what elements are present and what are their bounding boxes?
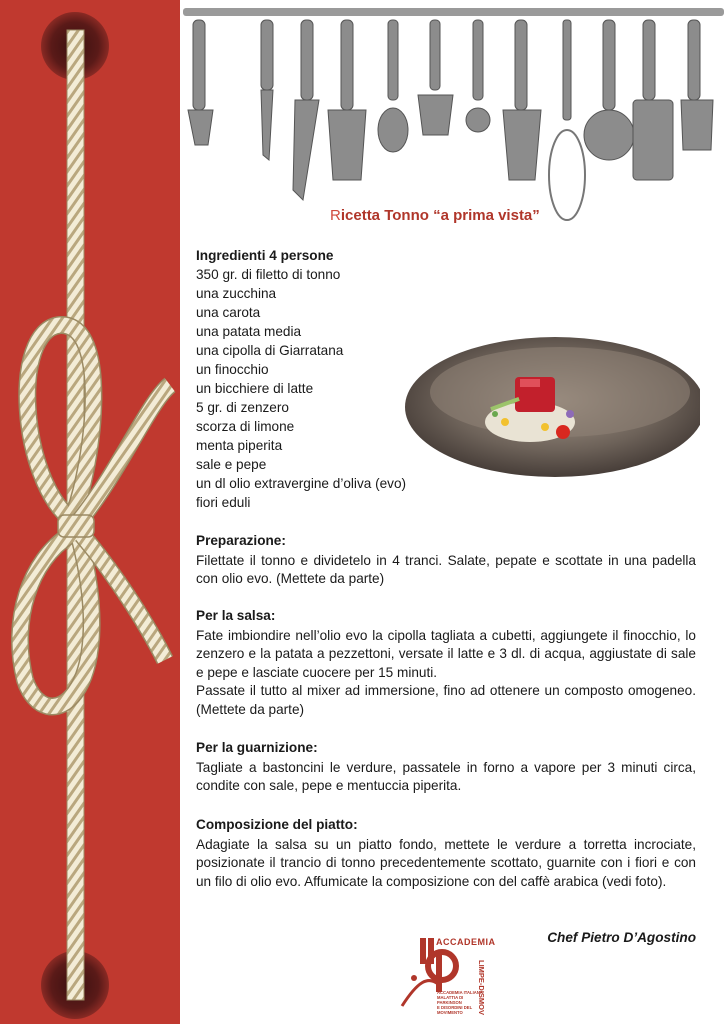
preparazione-heading: Preparazione:: [196, 533, 286, 548]
ingredient-item: una zucchina: [196, 286, 277, 301]
ingredient-item: fiori eduli: [196, 495, 251, 510]
guarnizione-text: Tagliate a bastoncini le verdure, passatele in forno a vapore per 3 minuti circa, condite con sale, pepe e mentuccia piperita.: [196, 759, 696, 794]
chef-signature: Chef Pietro D’Agostino: [547, 930, 696, 945]
logo-small-line: MALATTIA DI PARKINSON: [437, 995, 464, 1005]
logo-text-limpe: LIMPE-DISMOV: [477, 960, 486, 1016]
salsa-text-2: Passate il tutto al mixer ad immersione, fino ad ottenere un composto omogeneo. (Mettete da parte): [196, 683, 696, 717]
preparazione-text: Filettate il tonno e dividetelo in 4 tranci. Salate, pepate e scottate in una padella con olio evo. (Mettete da parte): [196, 552, 696, 587]
dish-photo: [395, 322, 700, 497]
composizione-heading: Composizione del piatto:: [196, 817, 358, 832]
logo-text-accademia: ACCADEMIA: [436, 937, 496, 947]
preparazione-section: [196, 532, 696, 589]
rope-knot-illustration: [0, 0, 180, 1024]
ingredient-item: una cipolla di Giarratana: [196, 343, 344, 358]
ingredient-item: un finocchio: [196, 362, 269, 377]
ingredient-item: un dl olio extravergine d’oliva (evo): [196, 476, 407, 491]
ingredients-heading: Ingredienti 4 persone: [196, 248, 334, 263]
salsa-section: [196, 607, 696, 720]
guarnizione-section: [196, 739, 696, 796]
title-rest: icetta Tonno “a prima vista”: [340, 207, 540, 224]
ingredient-item: 5 gr. di zenzero: [196, 400, 289, 415]
ingredient-item: 350 gr. di filetto di tonno: [196, 267, 341, 282]
kitchen-utensils-illustration: [183, 0, 724, 230]
salsa-text-1: Fate imbiondire nell’olio evo la cipolla tagliata a cubetti, aggiungete il finocchio, lo zenzero e la patata a pezzettoni, versate il latte e 3 dl. di acqua, aggiustate di sale e pepe e lasciate cuocere per 15 minuti.: [196, 627, 696, 680]
ingredient-item: una patata media: [196, 324, 302, 339]
logo-small-text: [437, 990, 489, 1015]
logo-small-line: E DISORDINI DEL MOVIMENTO: [437, 1005, 473, 1015]
ingredient-item: menta piperita: [196, 438, 283, 453]
ingredient-item: un bicchiere di latte: [196, 381, 314, 396]
ingredient-item: sale e pepe: [196, 457, 267, 472]
composizione-section: [196, 816, 696, 891]
guarnizione-heading: Per la guarnizione:: [196, 740, 318, 755]
composizione-text: Adagiate la salsa su un piatto fondo, mettete le verdure a torretta incrociate, posizionate il trancio di tonno precedentemente scottato, guarnite con i fiori e con un filo di olio evo. Affumicate la composizione con del caffè arabica (vedi foto).: [196, 836, 696, 889]
salsa-heading: Per la salsa:: [196, 608, 276, 623]
ingredient-item: una carota: [196, 305, 261, 320]
logo-small-line: ACCADEMIA ITALIANA: [437, 990, 483, 995]
recipe-title: [330, 207, 610, 224]
title-first-letter: R: [330, 207, 341, 224]
ingredient-item: scorza di limone: [196, 419, 295, 434]
